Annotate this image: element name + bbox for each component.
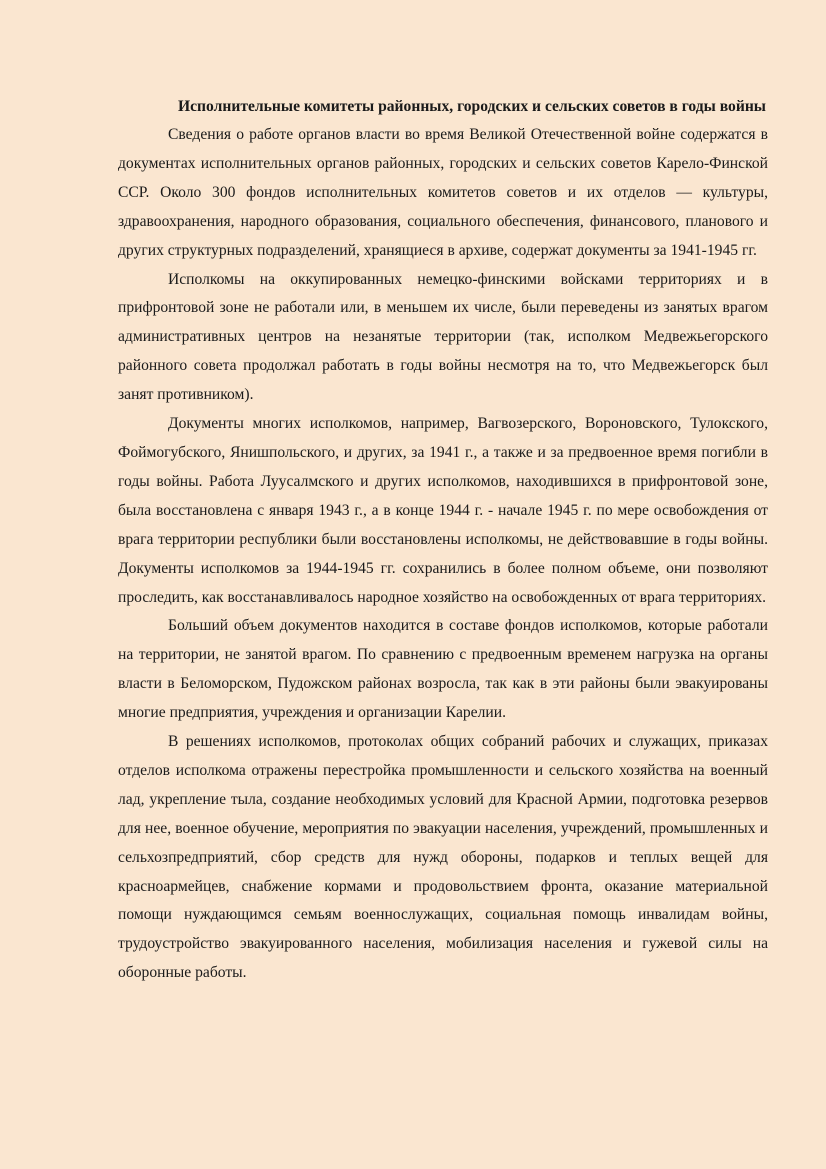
paragraph-3: Документы многих исполкомов, например, Вагвозерского, Вороновского, Тулокского, Фоймогубского, Янишпольского, и других, за 1941 г., а также и за предвоенное время погибли в годы войны. Работа Луусалмского и других исполкомов, находившихся в прифронтовой зоне, была восстановлена с января 1943 г., а в конце 1944 г. - начале 1945 г. по мере освобождения от врага территории республики были восстановлены исполкомы, не действовавшие в годы войны. Документы исполкомов за 1944-1945 гг. сохранились в более полном объеме, они позволяют проследить, как восстанавливалось народное хозяйство на освобожденных от врага территориях. [118, 415, 768, 606]
paragraph-4: Больший объем документов находится в составе фондов исполкомов, которые работали на территории, не занятой врагом. По сравнению с предвоенным временем нагрузка на органы власти в Беломорском, Пудожском районах возросла, так как в эти районы были эвакуированы многие предприятия, учреждения и организации Карелии. [118, 617, 768, 722]
paragraph-1: Сведения о работе органов власти во время Великой Отечественной войне содержатся в документах исполнительных органов районных, городских и сельских советов Карело-Финской ССР. Около 300 фондов исполнительных комитетов советов и их отделов — культуры, здравоохранения, народного образования, социального обеспечения, финансового, планового и других структурных подразделений, хранящиеся в архиве, содержат документы за 1941-1945 гг. [118, 126, 768, 259]
document-page [118, 92, 768, 988]
paragraph-5: В решениях исполкомов, протоколах общих собраний рабочих и служащих, приказах отделов исполкома отражены перестройка промышленности и сельского хозяйства на военный лад, укрепление тыла, создание необходимых условий для Красной Армии, подготовка резервов для нее, военное обучение, мероприятия по эвакуации населения, учреждений, промышленных и сельхозпредприятий, сбор средств для нужд обороны, подарков и теплых вещей для красноармейцев, снабжение кормами и продовольствием фронта, оказание материальной помощи нуждающимся семьям военнослужащих, социальная помощь инвалидам войны, трудоустройство эвакуированного населения, мобилизация населения и гужевой силы на оборонные работы. [118, 733, 768, 982]
document-title: Исполнительные комитеты районных, городских и сельских советов в годы войны [177, 98, 766, 115]
paragraph-2: Исполкомы на оккупированных немецко-финскими войсками территориях и в прифронтовой зоне не работали или, в меньшем их числе, были переведены из занятых врагом административных центров на незанятые территории (так, исполком Медвежьегорского районного совета продолжал работать в годы войны несмотря на то, что Медвежьегорск был занят противником). [118, 270, 768, 404]
